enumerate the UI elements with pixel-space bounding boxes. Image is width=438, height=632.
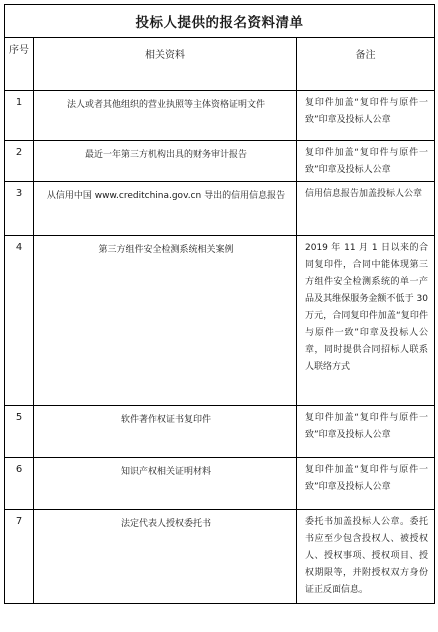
row-material: 软件著作权证书复印件 [34,406,297,458]
row-remark: 复印件加盖“复印件与原件一致”印章及投标人公章 [297,458,435,510]
title-row [5,5,435,38]
row-remark: 复印件加盖“复印件与原件一致”印章及投标人公章 [297,91,435,141]
table-row [5,510,435,604]
row-material: 第三方组件安全检测系统相关案例 [34,236,297,406]
row-remark: 复印件加盖“复印件与原件一致”印章及投标人公章 [297,141,435,182]
row-no: 5 [5,406,34,458]
table-row [5,182,435,236]
row-remark: 信用信息报告加盖投标人公章 [297,182,435,236]
table-row [5,91,435,141]
header-row [5,38,435,91]
row-material: 法人或者其他组织的营业执照等主体资格证明文件 [34,91,297,141]
row-material: 知识产权相关证明材料 [34,458,297,510]
table-row [5,236,435,406]
document-page [4,4,434,604]
row-no: 4 [5,236,34,406]
row-no: 3 [5,182,34,236]
header-material: 相关资料 [34,38,297,91]
row-no: 7 [5,510,34,604]
row-remark: 复印件加盖“复印件与原件一致”印章及投标人公章 [297,406,435,458]
row-remark: 2019 年 11 月 1 日以来的合同复印件，合同中能体现第三方组件安全检测系统的单一产品及其维保服务金额不低于 30 万元，合同复印件加盖“复印件与原件一致”印章及投标人公章，同时提供合同招标人联系人联络方式 [297,236,435,406]
row-material: 最近一年第三方机构出具的财务审计报告 [34,141,297,182]
table-row [5,458,435,510]
row-no: 2 [5,141,34,182]
row-no: 1 [5,91,34,141]
registration-materials-table [4,4,435,604]
table-row [5,141,435,182]
table-row [5,406,435,458]
row-material: 法定代表人授权委托书 [34,510,297,604]
table-title: 投标人提供的报名资料清单 [5,5,435,38]
row-remark: 委托书加盖投标人公章。委托书应至少包含投权人、被授权人、授权事项、授权项目、授权期限等，并附授权双方身份证正反面信息。 [297,510,435,604]
header-no: 序号 [5,38,34,91]
row-no: 6 [5,458,34,510]
header-remark: 备注 [297,38,435,91]
row-material: 从信用中国 www.creditchina.gov.cn 导出的信用信息报告 [34,182,297,236]
